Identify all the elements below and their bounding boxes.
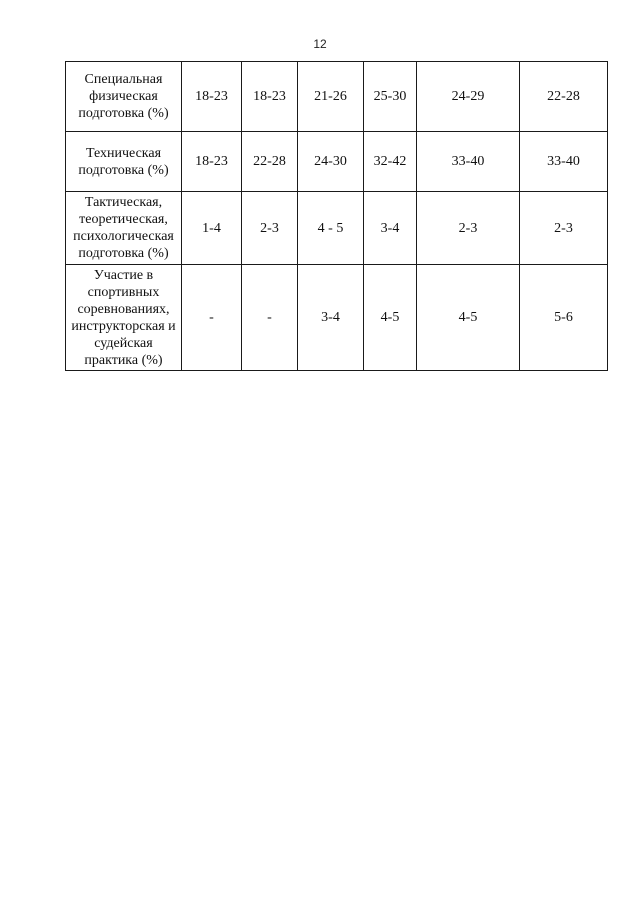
table-cell: 2-3 (242, 192, 298, 265)
table-cell: 18-23 (242, 62, 298, 132)
table-cell: 5-6 (520, 265, 608, 371)
table-cell: - (182, 265, 242, 371)
table-cell: 3-4 (364, 192, 417, 265)
row-label-line: инструкторская и (71, 318, 176, 334)
row-label-line: Техническая (85, 145, 162, 161)
row-label-line: психологическая (73, 229, 174, 244)
table-cell: 18-23 (182, 62, 242, 132)
table-body (66, 62, 608, 371)
table-cell: 24-29 (417, 62, 520, 132)
table-cell: 22-28 (520, 62, 608, 132)
page-number: 12 (313, 37, 327, 51)
row-label-line: подготовка (%) (78, 106, 169, 121)
table-cell: 4 - 5 (298, 192, 364, 265)
training-norms-table (65, 61, 608, 371)
row-label-line: Тактическая, (84, 195, 163, 210)
table-cell: 1-4 (182, 192, 242, 265)
row-label-line: практика (%) (84, 352, 163, 368)
row-label (66, 265, 182, 371)
row-label-line: подготовка (%) (78, 162, 169, 178)
row-label-line: соревнованиях, (77, 301, 170, 317)
row-label-line: Специальная (84, 72, 163, 87)
row-label (66, 192, 182, 265)
row-label (66, 132, 182, 192)
table-cell: 21-26 (298, 62, 364, 132)
table-cell: 2-3 (520, 192, 608, 265)
table-cell: 25-30 (364, 62, 417, 132)
table-cell: 33-40 (417, 132, 520, 192)
table-row (66, 265, 608, 371)
row-label-line: судейская (94, 335, 153, 351)
row-label-line: спортивных (87, 284, 160, 300)
table-cell: 22-28 (242, 132, 298, 192)
table-row (66, 132, 608, 192)
table-cell: 4-5 (364, 265, 417, 371)
row-label-line: физическая (89, 89, 158, 104)
row-label-line: подготовка (%) (78, 246, 169, 261)
table-cell: 33-40 (520, 132, 608, 192)
table-cell: 4-5 (417, 265, 520, 371)
row-label-line: теоретическая, (79, 212, 168, 227)
table-cell: 24-30 (298, 132, 364, 192)
row-label (66, 62, 182, 132)
table-cell: 18-23 (182, 132, 242, 192)
table-cell: - (242, 265, 298, 371)
row-label-line: Участие в (93, 267, 154, 283)
table-cell: 3-4 (298, 265, 364, 371)
table-row (66, 62, 608, 132)
table-row (66, 192, 608, 265)
table-cell: 2-3 (417, 192, 520, 265)
table-cell: 32-42 (364, 132, 417, 192)
